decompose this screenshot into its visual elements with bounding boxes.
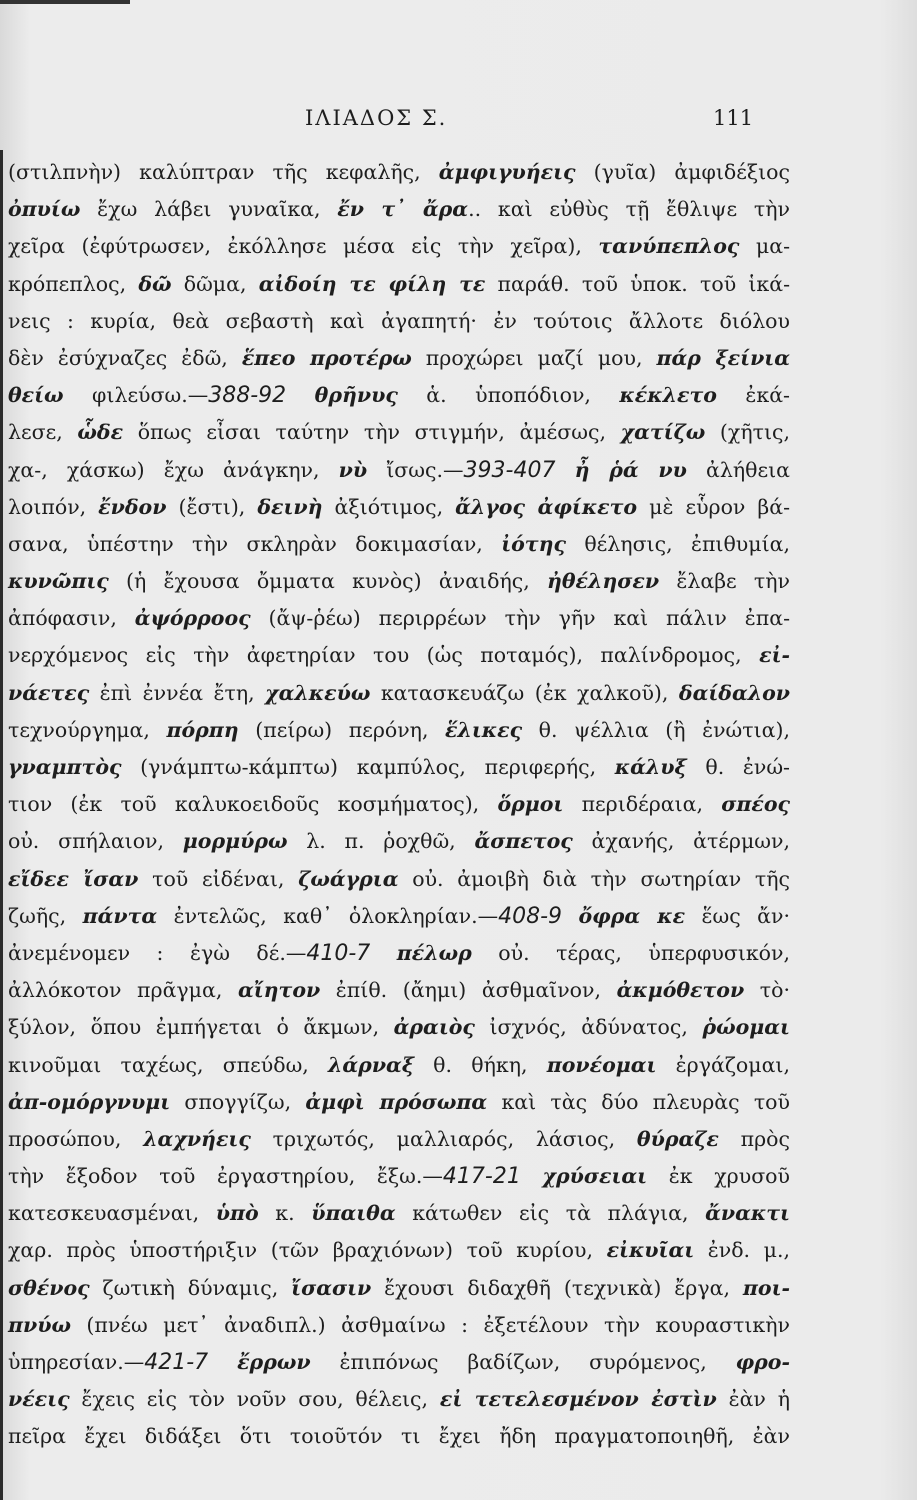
text-line	[8, 377, 790, 414]
gloss-text: (πείρω) περόνη,	[238, 717, 446, 742]
lemma: ἀμφιγυήεις	[438, 160, 576, 184]
lemma: εἰ-	[759, 643, 790, 668]
gloss-text: ἀλλόκοτον πρᾶγμα,	[8, 978, 238, 1003]
gloss-text: ἀξιότιμος,	[322, 494, 456, 519]
gloss-text: ἀλήθεια	[686, 457, 790, 482]
gloss-text: ξύλον, ὅπου ἐμπήγεται ὁ ἄκμων,	[8, 1015, 394, 1040]
page-number: 111	[713, 106, 754, 130]
gloss-text: ἀχανής, ἀτέρμων,	[572, 829, 790, 854]
gloss-text: τεχνούργημα,	[8, 717, 167, 742]
lemma: πονέομαι	[546, 1052, 657, 1077]
gloss-text: ἐργάζομαι,	[656, 1052, 790, 1077]
lemma: ἄσπετος	[474, 829, 573, 854]
lemma: σθένος	[8, 1275, 90, 1300]
text-line	[8, 898, 790, 935]
lemma: θείω	[8, 383, 64, 408]
gloss-text: παράθ. τοῦ ὑποκ. τοῦ ἱκά-	[485, 271, 791, 296]
lemma: ἕπεο προτέρω	[241, 345, 412, 370]
gloss-text: οὐ. τέρας, ὑπερφυσικόν,	[471, 940, 790, 965]
gloss-text: κινοῦμαι ταχέως, σπεύδω,	[8, 1052, 329, 1077]
verse-reference: 410-7	[306, 940, 371, 966]
verse-reference: 393-407	[463, 457, 556, 483]
text-line	[8, 1195, 790, 1232]
lemma: ἕλικες	[445, 717, 523, 742]
gloss-text: φιλεύσω.—	[63, 383, 209, 408]
lemma: εἰ τετελεσμένον ἐστὶν	[439, 1387, 717, 1412]
gloss-text: (στιλπνὴν) καλύπτραν τῆς κεφαλῆς,	[8, 160, 439, 184]
text-line	[8, 191, 790, 228]
lemma: ἀκμόθετον	[616, 978, 745, 1003]
lemma: πέλωρ	[396, 940, 472, 965]
gloss-text: ἐπὶ ἐννέα ἔτη,	[89, 680, 266, 705]
text-line	[8, 1121, 790, 1158]
gloss-text	[555, 458, 574, 482]
lemma: ἔν τ᾽ ἄρα	[337, 197, 469, 222]
gloss-text: λεσε,	[8, 420, 78, 445]
gloss-text: ἔλαβε τὴν	[659, 569, 791, 594]
lemma: λάρναξ	[328, 1052, 414, 1077]
gloss-text: ἐὰν ἡ	[716, 1387, 790, 1412]
lemma: κυνῶπις	[8, 569, 109, 594]
gloss-text	[521, 1164, 543, 1188]
text-line	[8, 414, 790, 451]
gloss-text: ἰσχνός, ἀδύνατος,	[474, 1015, 703, 1040]
gloss-text	[562, 904, 578, 928]
verse-reference: 408-9	[498, 903, 563, 929]
gloss-text: ἀνεμένομεν : ἐγὼ δέ.—	[8, 940, 307, 965]
gloss-text: (γνάμπτω-κάμπτω) καμπύλος, περιφερής,	[121, 755, 615, 779]
gloss-text: θέλησις, ἐπιθυμία,	[565, 531, 790, 556]
lemma: χατίζω	[620, 420, 706, 445]
lemma: ἄνακτι	[705, 1201, 790, 1226]
page-binding-edge	[0, 150, 3, 1500]
gloss-text: ἕως ἄν·	[685, 903, 790, 928]
lemma: ποι-	[742, 1275, 790, 1300]
gloss-text: ζωῆς,	[8, 903, 83, 928]
gloss-text: δὲν ἐσύχναζες ἐδῶ,	[8, 345, 242, 370]
text-line	[8, 1158, 790, 1195]
lemma: ὧδε	[77, 420, 124, 445]
lemma: δῶ	[138, 271, 172, 296]
lemma: νάετες	[8, 680, 90, 705]
lemma: ῥώομαι	[702, 1015, 790, 1040]
lemma: γναμπτὸς	[8, 755, 122, 779]
lemma: χαλκεύω	[265, 680, 371, 705]
gloss-text: (ἄψ-ῥέω) περιρρέων τὴν γῆν καὶ πάλιν ἐπα-	[250, 606, 790, 631]
lemma: νέεις	[8, 1387, 70, 1412]
gloss-text: (γυῖα) ἀμφιδέξιος	[575, 160, 790, 184]
lemma: κέκλετο	[619, 383, 717, 408]
text-line	[8, 1270, 790, 1307]
lemma: ἀπ-ομόργνυμι	[8, 1089, 171, 1114]
verse-reference: 421-7	[144, 1350, 209, 1375]
text-line	[8, 489, 790, 526]
gloss-text	[208, 1350, 237, 1374]
verse-reference: 417-21	[442, 1164, 521, 1190]
gloss-text: προσώπου,	[8, 1126, 144, 1151]
text-line	[8, 154, 790, 191]
gloss-text: ὑπηρεσίαν.—	[8, 1350, 145, 1374]
text-line	[8, 340, 790, 377]
gloss-text: χεῖρα (ἐφύτρωσεν, ἐκόλλησε μέσα εἰς τὴν χεῖρα),	[8, 234, 599, 259]
lemma: δεινὴ	[257, 494, 323, 519]
text-line	[8, 712, 790, 749]
text-line	[8, 526, 790, 563]
lemma: ἀραιὸς	[393, 1015, 475, 1040]
gloss-text: τιον (ἐκ τοῦ καλυκοειδοῦς κοσμήματος),	[8, 792, 498, 817]
gloss-text: δῶμα,	[171, 271, 259, 296]
gloss-text: τοῦ εἰδέναι,	[138, 866, 299, 891]
text-line	[8, 303, 790, 340]
gloss-text: .. καὶ εὐθὺς τῇ ἔθλιψε τὴν	[468, 197, 790, 222]
gloss-text: ἔχεις εἰς τὸν νοῦν σου, θέλεις,	[69, 1387, 440, 1412]
gloss-text: πεῖρα ἔχει διδάξει ὅτι τοιοῦτόν τι ἔχει ἤδη πραγματοποιηθῆ, ἐὰν	[8, 1424, 790, 1449]
gloss-text: σανα, ὑπέστην τὴν σκληρὰν δοκιμασίαν,	[8, 531, 502, 556]
text-line	[8, 786, 790, 823]
lemma: ὄφρα κε	[578, 903, 686, 928]
lemma: ἄλγος ἀφίκετο	[455, 494, 638, 519]
gloss-text: ἐντελῶς, καθ᾽ ὁλοκληρίαν.—	[157, 903, 499, 928]
gloss-text: χαρ. πρὸς ὑποστήριξιν (τῶν βραχιόνων) τοῦ κυρίου,	[8, 1238, 607, 1263]
text-line	[8, 1232, 790, 1269]
lemma: πόρπη	[166, 717, 239, 742]
lemma: ἰότης	[501, 531, 566, 556]
gloss-text: θ. ἐνώ-	[686, 755, 790, 779]
lemma: εἴδεε ἴσαν	[8, 866, 139, 891]
lemma: μορμύρω	[182, 829, 288, 854]
lemma: αἴητον	[237, 978, 321, 1003]
gloss-text: σπογγίζω,	[170, 1089, 306, 1114]
gloss-text: κατεσκευασμέναι,	[8, 1201, 216, 1226]
lemma: σπέος	[721, 792, 790, 817]
lemma: ἀψόρροος	[134, 606, 251, 631]
gloss-text: προχώρει μαζί μου,	[411, 345, 657, 370]
gloss-text: περιδέραια,	[563, 792, 722, 817]
scan-edge-mark	[0, 0, 130, 4]
text-line	[8, 1009, 790, 1046]
gloss-text	[286, 383, 314, 407]
lemma: πάντα	[82, 903, 158, 928]
gloss-text: ὅπως εἶσαι ταύτην τὴν στιγμήν, ἀμέσως,	[123, 420, 621, 445]
gloss-text: τὴν ἔξοδον τοῦ ἐργαστηρίου, ἔξω.—	[8, 1164, 443, 1189]
lemma: πάρ ξείνια	[656, 345, 790, 370]
gloss-text: κατασκευάζω (ἐκ χαλκοῦ),	[370, 680, 679, 705]
gloss-text: κάτωθεν εἰς τὰ πλάγια,	[395, 1201, 706, 1226]
gloss-text: οὐ. ἀμοιβὴ διὰ τὴν σωτηρίαν τῆς	[398, 866, 790, 891]
gloss-text: λοιπόν,	[8, 494, 99, 519]
gloss-text: τὸ·	[744, 978, 790, 1003]
gloss-text: (ἡ ἔχουσα ὄμματα κυνὸς) ἀναιδής,	[108, 569, 547, 594]
gloss-text: τριχωτός, μαλλιαρός, λάσιος,	[250, 1126, 637, 1151]
lemma: φρο-	[735, 1350, 790, 1374]
text-line	[8, 1381, 790, 1418]
text-line	[8, 600, 790, 637]
gloss-text: λ. π. ῥοχθῶ,	[287, 829, 475, 854]
text-line	[8, 637, 790, 674]
text-line	[8, 861, 790, 898]
lemma: ἦ ῥά νυ	[574, 457, 687, 482]
gloss-text: θ. θήκη,	[413, 1052, 547, 1077]
lemma: ὀπυίω	[8, 197, 81, 222]
gloss-text: ἐπίθ. (ἄημι) ἀσθμαῖνον,	[320, 978, 617, 1003]
lemma: ἔρρων	[237, 1350, 311, 1374]
text-line	[8, 1418, 790, 1455]
gloss-text: ἔχουσι διδαχθῆ (τεχνικὰ) ἔργα,	[371, 1275, 743, 1300]
gloss-text: οὐ. σπήλαιον,	[8, 829, 183, 854]
text-line	[8, 749, 790, 786]
gloss-text: ἐκά-	[716, 383, 790, 408]
gloss-text: ἔχω λάβει γυναῖκα,	[80, 197, 338, 222]
lemma: λαχνήεις	[143, 1126, 251, 1151]
lemma: δαίδαλον	[678, 680, 790, 705]
gloss-text: καὶ τὰς δύο πλευρὰς τοῦ	[487, 1089, 790, 1114]
text-line	[8, 1344, 790, 1381]
verse-reference: 388-92	[208, 383, 287, 409]
text-line	[8, 1307, 790, 1344]
gloss-text: (χῆτις,	[705, 420, 790, 445]
gloss-text: ἀπόφασιν,	[8, 606, 135, 631]
lemma: τανύπεπλος	[598, 234, 740, 259]
gloss-text: ζωτικὴ δύναμις,	[89, 1275, 292, 1300]
gloss-text: (πνέω μετ᾽ ἀναδιπλ.) ἀσθμαίνω : ἐξετέλουν τὴν κουραστικὴν	[70, 1312, 790, 1337]
lemma: ἠθέλησεν	[546, 569, 660, 594]
lemma: κάλυξ	[614, 755, 687, 779]
text-line	[8, 452, 790, 489]
text-line	[8, 972, 790, 1009]
lemma: θρῆνυς	[314, 383, 398, 408]
gloss-text: κρόπεπλος,	[8, 271, 139, 296]
gloss-text: ἁ. ὑποπόδιον,	[397, 383, 620, 408]
text-line	[8, 675, 790, 712]
lemma: χρύσειαι	[542, 1164, 648, 1189]
gloss-text: μὲ εὗρον βά-	[637, 494, 791, 519]
text-line	[8, 935, 790, 972]
lemma: ἴσασιν	[291, 1275, 372, 1300]
lemma: ζωάγρια	[298, 866, 399, 891]
text-line	[8, 1047, 790, 1084]
lemma: ὅρμοι	[497, 792, 564, 817]
lemma: ἔνδον	[98, 494, 167, 519]
lemma: πνύω	[8, 1312, 71, 1337]
lemma: ὕπαιθα	[311, 1201, 396, 1226]
gloss-text: χα-, χάσκω) ἔχω ἀνάγκην,	[8, 457, 339, 482]
running-title: ΙΛΙΑΔΟΣ Σ.	[305, 106, 448, 130]
lemma: ὑπὸ	[215, 1201, 259, 1226]
gloss-text: μα-	[739, 234, 790, 259]
gloss-text	[370, 941, 396, 965]
gloss-text: πρὸς	[718, 1126, 790, 1151]
gloss-text: ἐκ χρυσοῦ	[647, 1164, 790, 1189]
text-line	[8, 1084, 790, 1121]
gloss-text: ἐπιπόνως βαδίζων, συρόμενος,	[310, 1350, 736, 1374]
commentary-text	[8, 154, 790, 1456]
gloss-text: νερχόμενος εἰς τὴν ἀφετηρίαν του (ὡς ποταμός), παλίνδρομος,	[8, 643, 760, 668]
lemma: εἰκυῖαι	[606, 1238, 695, 1263]
gloss-text: κ.	[258, 1201, 312, 1226]
gloss-text: νεις : κυρία, θεὰ σεβαστὴ καὶ ἀγαπητή· ἐν τούτοις ἄλλοτε διόλου	[8, 308, 790, 333]
text-line	[8, 266, 790, 303]
lemma: νὺ	[338, 457, 368, 482]
text-line	[8, 228, 790, 265]
page-header	[0, 106, 917, 142]
lemma: θύραζε	[636, 1126, 719, 1151]
lemma: αἰδοίη τε φίλη τε	[258, 271, 486, 296]
text-line	[8, 563, 790, 600]
text-line	[8, 823, 790, 860]
gloss-text: ἴσως.—	[367, 457, 464, 482]
lemma: ἀμφὶ πρόσωπα	[305, 1089, 488, 1114]
gloss-text: (ἔστι),	[166, 494, 258, 519]
gloss-text: θ. ψέλλια (ἢ ἐνώτια),	[522, 717, 790, 742]
gloss-text: ἐνδ. μ.,	[694, 1238, 790, 1263]
